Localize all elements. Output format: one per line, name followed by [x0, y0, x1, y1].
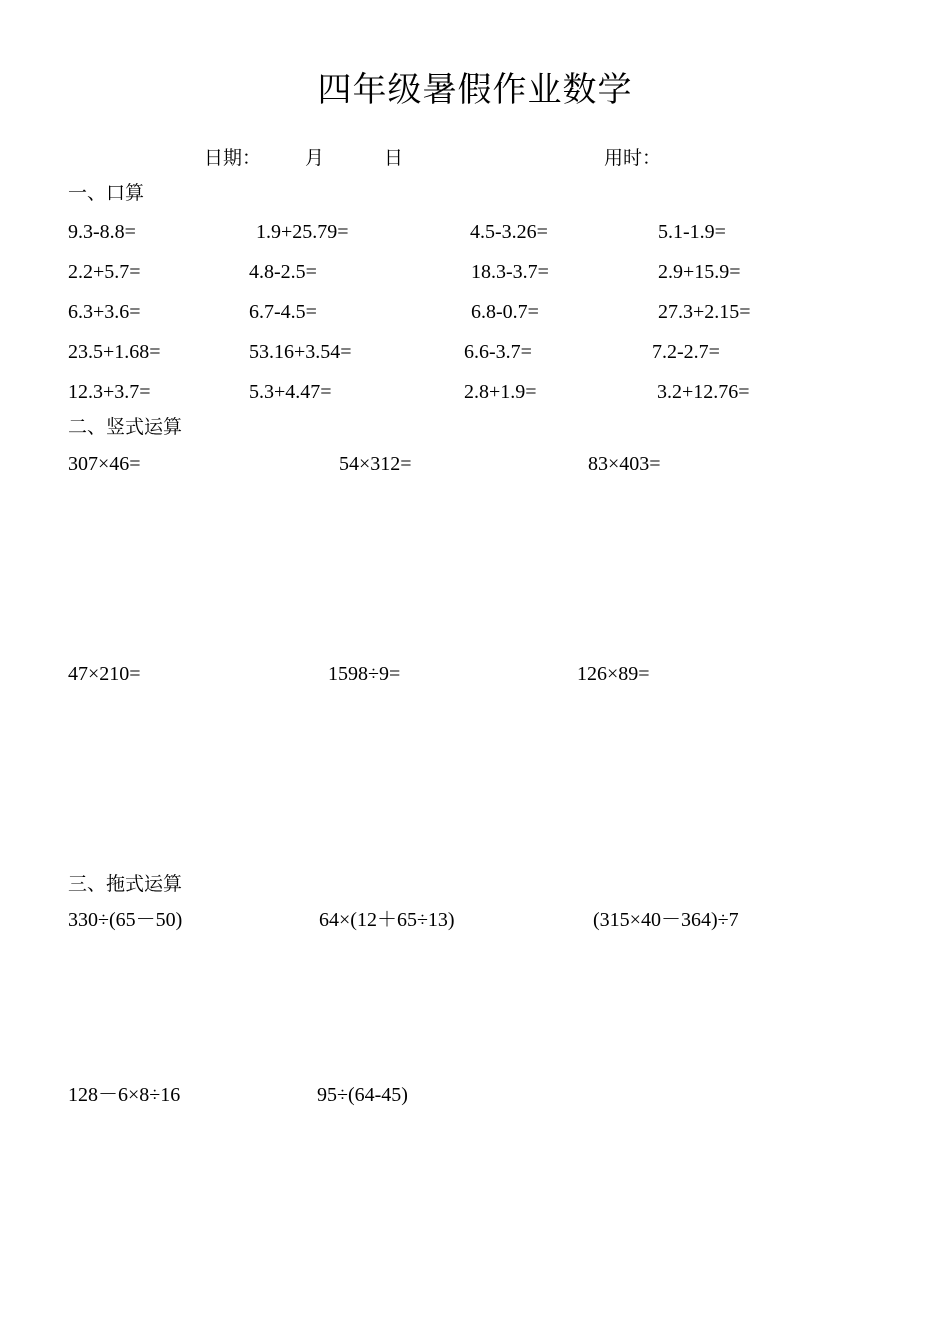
problem: 1.9+25.79=: [256, 221, 349, 243]
problem: 307×46=: [68, 453, 141, 475]
problem: 6.8-0.7=: [471, 301, 539, 323]
section-heading-vertical-calc: 二、竖式运算: [68, 416, 183, 438]
problem: 64×(12＋65÷13): [319, 909, 455, 931]
problem: 4.5-3.26=: [470, 221, 548, 243]
problem: 5.3+4.47=: [249, 381, 332, 403]
date-label: 日期：: [204, 147, 262, 169]
section-heading-mental-math: 一、口算: [68, 182, 145, 204]
problem: 6.7-4.5=: [249, 301, 317, 323]
problem: 126×89=: [577, 663, 650, 685]
problem: 53.16+3.54=: [249, 341, 352, 363]
problem: 27.3+2.15=: [658, 301, 751, 323]
problem: 6.3+3.6=: [68, 301, 141, 323]
problem: 4.8-2.5=: [249, 261, 317, 283]
problem: 54×312=: [339, 453, 412, 475]
problem: 95÷(64-45): [317, 1084, 408, 1106]
problem: 83×403=: [588, 453, 661, 475]
problem: 12.3+3.7=: [68, 381, 151, 403]
problem: 128－6×8÷16: [68, 1084, 181, 1106]
problem: 9.3-8.8=: [68, 221, 136, 243]
month-label: 月: [305, 147, 325, 169]
problem: 7.2-2.7=: [652, 341, 720, 363]
problem: 2.8+1.9=: [464, 381, 537, 403]
problem: 47×210=: [68, 663, 141, 685]
problem: 330÷(65－50): [68, 909, 183, 931]
problem: 3.2+12.76=: [657, 381, 750, 403]
problem: 18.3-3.7=: [471, 261, 549, 283]
problem: 6.6-3.7=: [464, 341, 532, 363]
page-title: 四年级暑假作业数学: [317, 70, 633, 110]
problem: 1598÷9=: [328, 663, 401, 685]
problem: (315×40－364)÷7: [593, 909, 739, 931]
time-label: 用时：: [604, 147, 662, 169]
problem: 23.5+1.68=: [68, 341, 161, 363]
problem: 2.9+15.9=: [658, 261, 741, 283]
section-heading-step-calc: 三、拖式运算: [68, 873, 183, 895]
problem: 5.1-1.9=: [658, 221, 726, 243]
day-label: 日: [384, 147, 404, 169]
problem: 2.2+5.7=: [68, 261, 141, 283]
